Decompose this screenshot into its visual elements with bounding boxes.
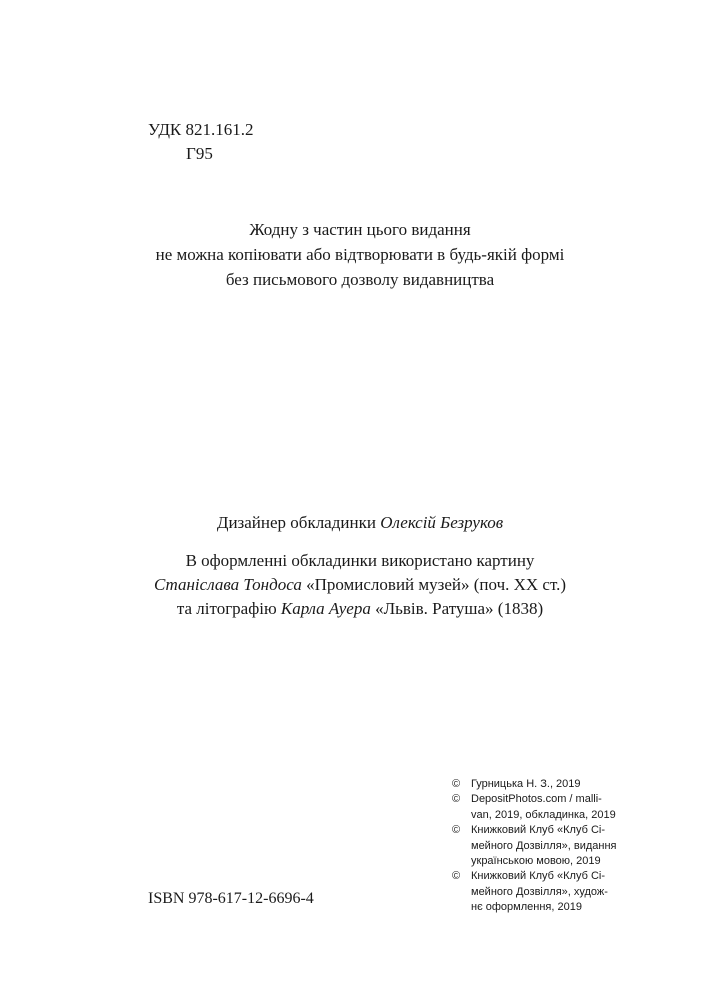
copyright-symbol: © [452,824,461,837]
copyright-text-line: українською мовою, 2019 [471,855,601,868]
copyright-notice [0,217,720,292]
copyright-text-line: мейного Дозвілля», видання [471,839,617,852]
copyright-item [452,823,642,869]
copyright-symbol: © [452,793,461,806]
notice-line-1: Жодну з частин цього видання [249,220,471,239]
notice-line-2: не можна копіювати або відтворювати в будь-якій формі [155,245,565,264]
copyright-item [452,777,642,792]
work-lviv-town-hall: «Львів. Ратуша» (1838) [370,599,544,618]
cover-art-line-3 [0,597,720,621]
designer-name: Олексій Безруков [380,513,504,532]
udk-code: УДК 821.161.2 [148,120,254,139]
copyright-text-line: Гурницька Н. З., 2019 [471,778,581,790]
copyright-text-line: Книжковий Клуб «Клуб Сі- [471,870,606,883]
author-mark: Г95 [186,144,213,163]
copyright-text-line: мейного Дозвілля», худож- [471,885,608,898]
copyright-list [452,777,642,916]
copyright-item [452,792,642,823]
isbn: ISBN 978-617-12-6696-4 [148,890,314,907]
copyright-symbol: © [452,870,461,883]
artist-auer: Карла Ауера [280,599,371,618]
copyright-item [452,869,642,915]
cover-art-line-1: В оформленні обкладинки використано картину [185,551,535,570]
copyright-text-line: DepositPhotos.com / malli- [471,793,602,806]
designer-label: Дизайнер обкладинки [216,513,381,532]
work-industrial-museum: «Промисловий музей» (поч. XX ст.) [301,575,567,594]
copyright-text-line: Книжковий Клуб «Клуб Сі- [471,824,606,837]
artist-tondos: Станіслава Тондоса [153,575,302,594]
cover-art-line-2 [0,573,720,597]
cover-art-credit [0,549,720,621]
copyright-text-line: van, 2019, обкладинка, 2019 [471,808,616,821]
udk-block [148,118,254,166]
copyright-text-line: нє оформлення, 2019 [471,901,582,914]
lithograph-label: та літографію [176,599,281,618]
cover-designer-credit [0,511,720,535]
notice-line-3: без письмового дозволу видавництва [225,270,495,289]
copyright-symbol: © [452,778,461,790]
